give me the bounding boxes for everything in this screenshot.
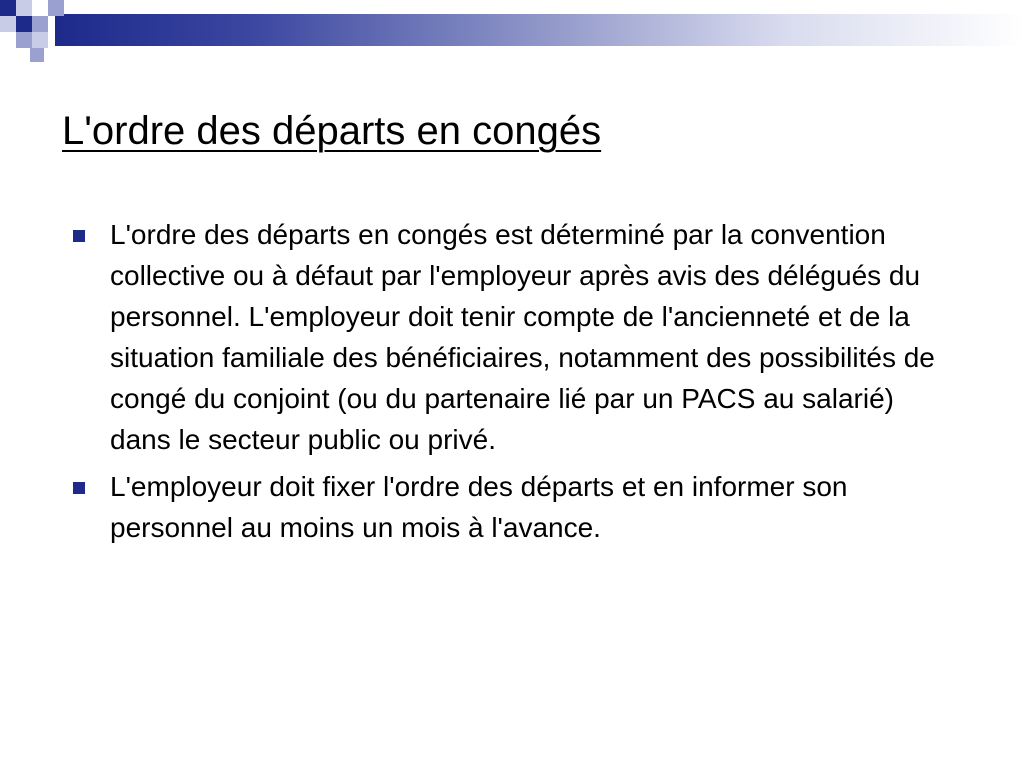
decoration-square xyxy=(0,0,16,16)
bullet-text: L'ordre des départs en congés est déterminé par la convention collective ou à défaut par l'employeur après avis des délégués du personnel. L'employeur doit tenir compte de l'ancienneté et de la situation familiale des bénéficiaires, notamment des possibilités de congé du conjoint (ou du partenaire lié par un PACS au salarié) dans le secteur public ou privé. xyxy=(110,219,935,455)
bullet-item xyxy=(70,214,960,460)
decoration-square xyxy=(48,0,64,16)
decoration-square xyxy=(0,16,16,32)
decoration-square xyxy=(16,32,32,48)
header-gradient-band xyxy=(55,14,1024,46)
square-bullet-icon xyxy=(73,482,85,494)
decoration-square xyxy=(32,32,48,48)
decoration-square xyxy=(32,16,48,32)
decoration-square xyxy=(32,0,48,16)
slide-title: L'ordre des départs en congés xyxy=(62,109,602,153)
bullet-list xyxy=(70,214,960,554)
square-bullet-icon xyxy=(73,230,85,242)
decoration-square xyxy=(16,16,32,32)
decoration-square xyxy=(16,0,32,16)
bullet-text: L'employeur doit fixer l'ordre des départs et en informer son personnel au moins un mois à l'avance. xyxy=(110,471,848,543)
bullet-item xyxy=(70,466,960,548)
decoration-square xyxy=(30,48,44,62)
decoration-square xyxy=(0,32,16,48)
